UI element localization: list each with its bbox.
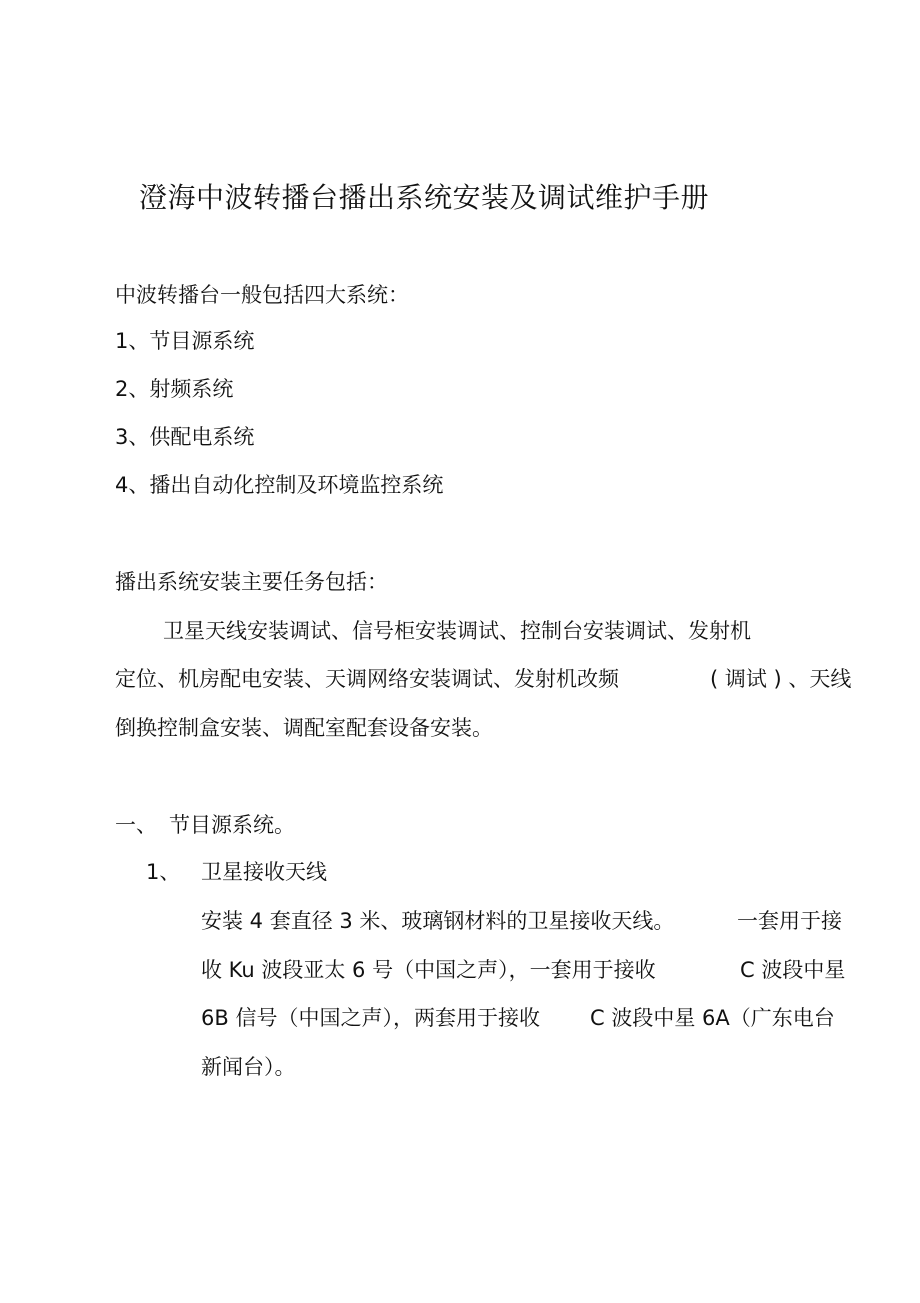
system-item-4: 4、播出自动化控制及环境监控系统 xyxy=(115,473,444,497)
subsection-1-number: 1、 xyxy=(146,860,181,884)
body-line-2: 收 Ku 波段亚太 6 号（中国之声），一套用于接收 xyxy=(201,958,656,982)
system-item-2: 2、射频系统 xyxy=(115,377,234,401)
section-1-heading: 节目源系统。 xyxy=(169,813,295,837)
intro-lead: 中波转播台一般包括四大系统： xyxy=(115,283,409,307)
tasks-line-1: 卫星天线安装调试、信号柜安装调试、控制台安装调试、发射机 xyxy=(163,619,751,643)
system-item-1: 1、节目源系统 xyxy=(115,329,255,353)
body-line-3: 6B 信号（中国之声），两套用于接收 xyxy=(201,1006,540,1030)
tasks-line-2: 定位、机房配电安装、天调网络安装调试、发射机改频 xyxy=(115,667,619,691)
document-title: 澄海中波转播台播出系统安装及调试维护手册 xyxy=(139,181,710,214)
tasks-line-2-tail: ( 调试 ) 、天线 xyxy=(710,667,852,691)
body-line-4: 新闻台）。 xyxy=(201,1055,296,1079)
subsection-1-title: 卫星接收天线 xyxy=(201,860,327,884)
system-item-3: 3、供配电系统 xyxy=(115,425,255,449)
tasks-lead: 播出系统安装主要任务包括： xyxy=(115,570,388,594)
body-line-1-tail: 一套用于接 xyxy=(737,909,842,933)
body-line-3-tail: C 波段中星 6A（广东电台 xyxy=(590,1006,835,1030)
section-1-number: 一、 xyxy=(115,813,157,837)
body-line-2-tail: C 波段中星 xyxy=(740,958,846,982)
body-line-1: 安装 4 套直径 3 米、玻璃钢材料的卫星接收天线。 xyxy=(201,909,675,933)
tasks-line-3: 倒换控制盒安装、调配室配套设备安装。 xyxy=(115,716,493,740)
